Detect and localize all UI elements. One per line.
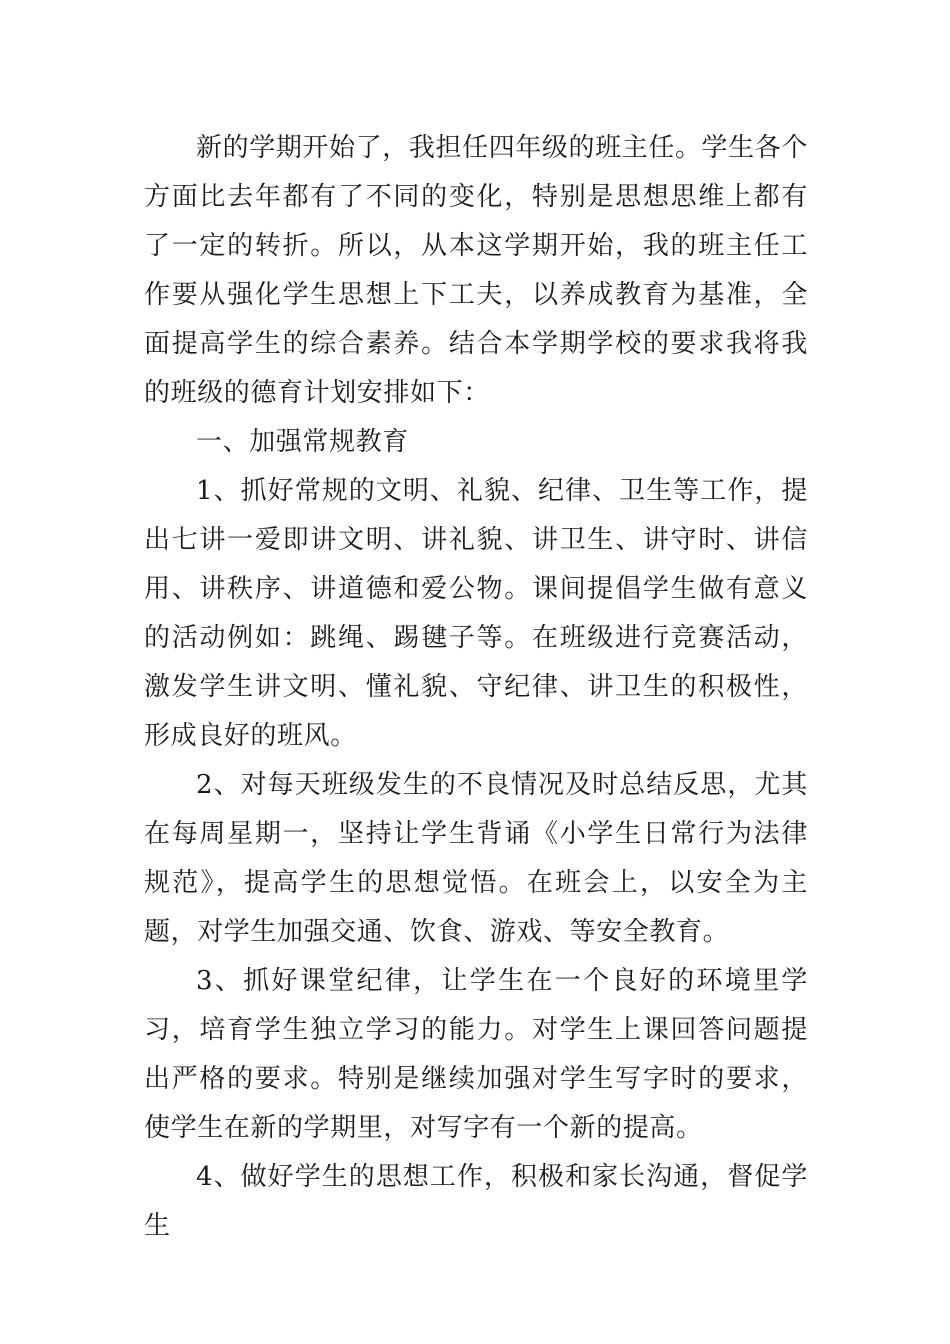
intro-paragraph: 新的学期开始了，我担任四年级的班主任。学生各个方面比去年都有了不同的变化，特别是思想思维上都有了一定的转折。所以，从本这学期开始，我的班主任工作要从强化学生思想上下工夫，以养成教育为基准，全面提高学生的综合素养。结合本学期学校的要求我将我的班级的德育计划安排如下： bbox=[144, 133, 808, 408]
item-3-paragraph: 3、抓好课堂纪律，让学生在一个良好的环境里学习，培育学生独立学习的能力。对学生上课回答问题提出严格的要求。特别是继续加强对学生写字时的要求，使学生在新的学期里，对写字有一个新的提高。 bbox=[144, 966, 808, 1143]
document-body bbox=[144, 124, 808, 1251]
item-4-paragraph: 4、做好学生的思想工作，积极和家长沟通，督促学生 bbox=[144, 1162, 808, 1241]
item-1-paragraph: 1、抓好常规的文明、礼貌、纪律、卫生等工作，提出七讲一爱即讲文明、讲礼貌、讲卫生、讲守时、讲信用、讲秩序、讲道德和爱公物。课间提倡学生做有意义的活动例如：跳绳、踢毽子等。在班级进行竞赛活动，激发学生讲文明、懂礼貌、守纪律、讲卫生的积极性，形成良好的班风。 bbox=[144, 476, 808, 751]
item-2-paragraph: 2、对每天班级发生的不良情况及时总结反思，尤其在每周星期一，坚持让学生背诵《小学生日常行为法律规范》，提高学生的思想觉悟。在班会上，以安全为主题，对学生加强交通、饮食、游戏、等安全教育。 bbox=[144, 770, 808, 947]
section-heading: 一、加强常规教育 bbox=[196, 427, 409, 457]
